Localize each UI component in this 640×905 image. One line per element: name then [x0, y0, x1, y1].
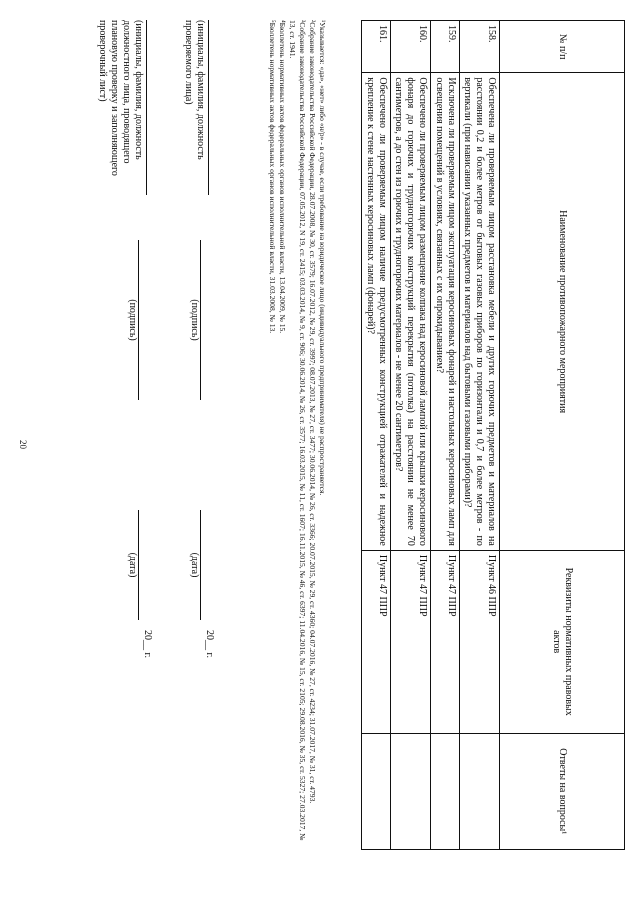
row-answer-cell[interactable]	[390, 733, 430, 849]
header-number: № п/п	[500, 21, 625, 73]
signature-label: (инициалы, фамилия, должность должностного лица, проводящего плановую проверку и заполняющего проверочный лист)	[96, 20, 147, 195]
footnotes	[267, 20, 327, 850]
row-number: 161.	[362, 21, 391, 73]
table-row	[459, 21, 499, 850]
signature-field[interactable]	[189, 240, 215, 400]
signature-field[interactable]	[127, 240, 153, 400]
date-field[interactable]	[189, 510, 215, 620]
row-number: 158.	[459, 21, 499, 73]
date-field[interactable]	[127, 510, 153, 620]
date-caption: (дата)	[189, 552, 200, 578]
row-measure: Обеспечена ли проверяемым лицом расстановка мебели и других горючих предметов и материалов на расстоянии 0,2 и более метров от бытовых газовых приборов по горизонтали и 0,7 и более метров - по вертикали (при нависании указанных предметов и материалов над бытовыми газовыми приборами)?	[459, 73, 499, 551]
table-row	[390, 21, 430, 850]
header-answers: Ответы на вопросы¹	[500, 733, 625, 849]
signature-caption: (подпись)	[127, 299, 138, 341]
footnote: ⁵Бюллетень нормативных актов федеральных органов исполнительной власти, 31.03.2008, № 13.	[267, 20, 277, 334]
row-measure: Обеспечено ли проверяемым лицом наличие предусмотренных конструкцией отражателей и надежное крепление к стене настенных керосиновых ламп (фонарей)?	[362, 73, 391, 551]
row-answer-cell[interactable]	[362, 733, 391, 849]
row-number: 160.	[390, 21, 430, 73]
header-legal-refs: Реквизиты нормативных правовых актов	[500, 550, 625, 733]
header-measure: Наименование противопожарного мероприятия	[500, 73, 625, 551]
row-legal-ref: Пункт 47 ППР	[431, 550, 460, 733]
table-row	[431, 21, 460, 850]
table-header-row	[500, 21, 625, 850]
row-answer-cell[interactable]	[431, 733, 460, 849]
year-text: 20__ г.	[204, 630, 215, 658]
footnote: ¹Указывается: «да», «нет» либо «н/р» - в случае, если требование на юридическое лицо (индивидуального предпринимателя) не распространяется.	[318, 20, 327, 496]
checklist-table	[361, 20, 625, 850]
footnote: ⁴Бюллетень нормативных актов федеральных органов исполнительной власти, 13.04.2009, № 15.	[277, 20, 287, 334]
row-legal-ref: Пункт 47 ППР	[390, 550, 430, 733]
row-number: 159.	[431, 21, 460, 73]
footnote: ³Собрание законодательства Российской Федерации, 07.05.2012, N 19, ст. 2415; 03.03.2014, № 9, ст. 906; 30.06.2014, № 26, ст. 3577; 16.03.2015, № 11, ст. 1607; 16.11.2015, № 46, ст. 6397; 11.04.2016, № 15, ст. 2105; 29.08.2016, № 35, ст. 5327; 27.03.2017, № 13, ст. 1941.	[287, 20, 307, 841]
signature-label: (инициалы, фамилия, должность проверяемого лица)	[182, 20, 209, 195]
row-answer-cell[interactable]	[459, 733, 499, 849]
page-number: 20	[18, 440, 28, 449]
row-measure: Исключена ли проверяемым лицом эксплуатация керосиновых фонарей и настольных керосиновых ламп для освещения помещений в условиях, связанных с их опрокидыванием?	[431, 73, 460, 551]
date-caption: (дата)	[127, 552, 138, 578]
year-text: 20__ г.	[142, 630, 153, 658]
signature-block-inspected	[145, 20, 215, 850]
row-legal-ref: Пункт 47 ППР	[362, 550, 391, 733]
signature-caption: (подпись)	[189, 299, 200, 341]
document-page	[75, 10, 635, 860]
footnote: ²Собрание законодательства Российской Федерации, 28.07.2008, № 30, ст. 3579; 16.07.2012, № 29, ст. 3997; 08.07.2013, № 27, ст. 3477; 30.06.2014, № 26, ст. 3366; 20.07.2015, № 29, ст. 4360; 04.07.2016, № 27, ст. 4234; 31.07.2017, № 31, ст. 4793.	[307, 20, 317, 804]
row-legal-ref: Пункт 46 ППР	[459, 550, 499, 733]
row-measure: Обеспечено ли проверяемым лицом размещение колпака над керосиновой лампой или крышки керосинового фонаря до горючих и трудногорючих конструкций перекрытия (потолка) на расстоянии не менее 70 сантиметров, а до стен из горючих и трудногорючих материалов - не менее 20 сантиметров?	[390, 73, 430, 551]
table-row	[362, 21, 391, 850]
signature-block-inspector	[83, 20, 153, 850]
